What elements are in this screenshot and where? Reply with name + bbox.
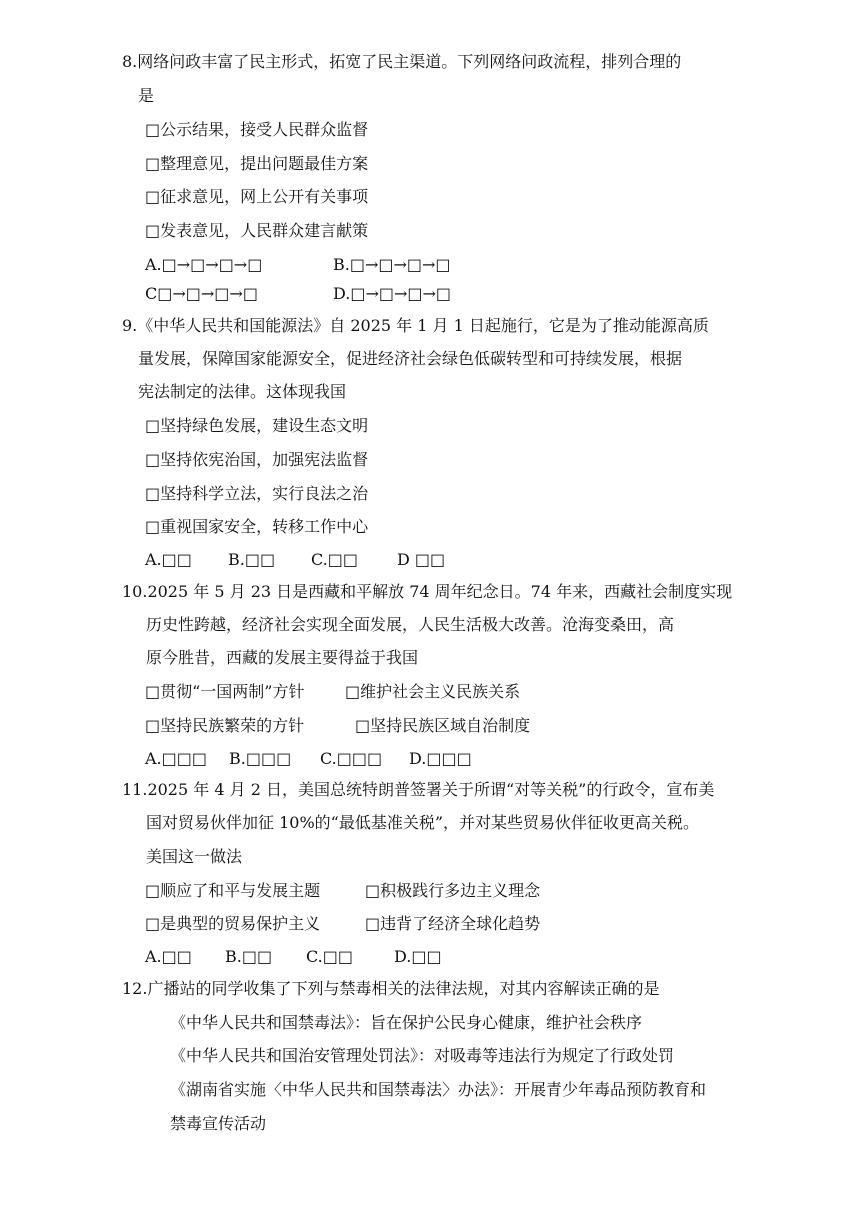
q10-option-1: □贯彻“一国两制”方针 bbox=[145, 682, 305, 701]
q9-stem-line-2: 量发展，保障国家能源安全，促进经济社会绿色低碳转型和可持续发展，根据 bbox=[138, 349, 683, 368]
q8-stem-line-2: 是 bbox=[138, 86, 155, 105]
q10-choice-c: C.□□□ bbox=[320, 749, 383, 768]
q12-item-3-continued: 禁毒宣传活动 bbox=[170, 1114, 267, 1133]
q11-choice-a: A.□□ bbox=[145, 947, 192, 966]
q10-stem-line-1: 10.2025 年 5 月 23 日是西藏和平解放 74 周年纪念日。74 年来，西藏社会制度实现 bbox=[122, 582, 733, 601]
q11-choice-c: C.□□ bbox=[306, 947, 353, 966]
q8-stem-line-1: 8.网络问政丰富了民主形式，拓宽了民主渠道。下列网络问政流程，排列合理的 bbox=[122, 52, 682, 71]
q11-stem-line-1: 11.2025 年 4 月 2 日，美国总统特朗普签署关于所谓“对等关税”的行政令，宣布美 bbox=[122, 780, 715, 799]
q11-option-1: □顺应了和平与发展主题 bbox=[145, 881, 321, 900]
q11-stem-line-3: 美国这一做法 bbox=[146, 847, 243, 866]
q10-stem-line-2: 历史性跨越，经济社会实现全面发展，人民生活极大改善。沧海变桑田，高 bbox=[146, 615, 675, 634]
q10-stem-line-3: 原今胜昔，西藏的发展主要得益于我国 bbox=[146, 648, 419, 667]
q10-choice-d: D.□□□ bbox=[409, 749, 472, 768]
q8-choice-a: A.□→□→□→□ bbox=[145, 255, 263, 274]
q8-choice-b: B.□→□→□→□ bbox=[333, 255, 451, 274]
q8-option-2: □整理意见，提出问题最佳方案 bbox=[145, 154, 369, 173]
q11-stem-line-2: 国对贸易伙伴加征 10%的“最低基准关税”，并对某些贸易伙伴征收更高关税。 bbox=[146, 813, 700, 832]
q9-option-4: □重视国家安全，转移工作中心 bbox=[145, 517, 369, 536]
q11-choice-d: D.□□ bbox=[394, 947, 442, 966]
q9-stem-line-3: 宪法制定的法律。这体现我国 bbox=[138, 382, 347, 401]
q10-option-3: □坚持民族繁荣的方针 bbox=[145, 716, 305, 735]
q8-option-3: □征求意见，网上公开有关事项 bbox=[145, 187, 369, 206]
q10-option-4: □坚持民族区域自治制度 bbox=[355, 716, 531, 735]
q12-item-2: 《中华人民共和国治安管理处罚法》：对吸毒等违法行为规定了行政处罚 bbox=[170, 1046, 675, 1065]
q10-choice-a: A.□□□ bbox=[145, 749, 207, 768]
q8-choice-c: C□→□→□→□ bbox=[145, 284, 258, 303]
q9-option-1: □坚持绿色发展，建设生态文明 bbox=[145, 416, 369, 435]
q12-stem-line-1: 12.广播站的同学收集了下列与禁毒相关的法律法规，对其内容解读正确的是 bbox=[122, 979, 660, 998]
q8-option-1: □公示结果，接受人民群众监督 bbox=[145, 120, 369, 139]
q11-option-4: □违背了经济全球化趋势 bbox=[365, 914, 541, 933]
q9-choice-b: B.□□ bbox=[228, 550, 276, 569]
q10-option-2: □维护社会主义民族关系 bbox=[345, 682, 521, 701]
q9-option-2: □坚持依宪治国，加强宪法监督 bbox=[145, 450, 369, 469]
q11-choice-b: B.□□ bbox=[225, 947, 273, 966]
q9-option-3: □坚持科学立法，实行良法之治 bbox=[145, 484, 369, 503]
q9-choice-d: D □□ bbox=[397, 550, 446, 569]
q10-choice-b: B.□□□ bbox=[229, 749, 292, 768]
q8-choice-d: D.□→□→□→□ bbox=[333, 284, 452, 303]
q11-option-3: □是典型的贸易保护主义 bbox=[145, 914, 321, 933]
q8-option-4: □发表意见，人民群众建言献策 bbox=[145, 221, 369, 240]
q9-stem-line-1: 9.《中华人民共和国能源法》自 2025 年 1 月 1 日起施行，它是为了推动能源高质 bbox=[122, 316, 709, 335]
q12-item-3: 《湖南省实施〈中华人民共和国禁毒法〉办法》：开展青少年毒品预防教育和 bbox=[170, 1080, 707, 1099]
q9-choice-a: A.□□ bbox=[145, 550, 192, 569]
q12-item-1: 《中华人民共和国禁毒法》：旨在保护公民身心健康，维护社会秩序 bbox=[170, 1013, 643, 1032]
q9-choice-c: C.□□ bbox=[311, 550, 358, 569]
q11-option-2: □积极践行多边主义理念 bbox=[365, 881, 541, 900]
